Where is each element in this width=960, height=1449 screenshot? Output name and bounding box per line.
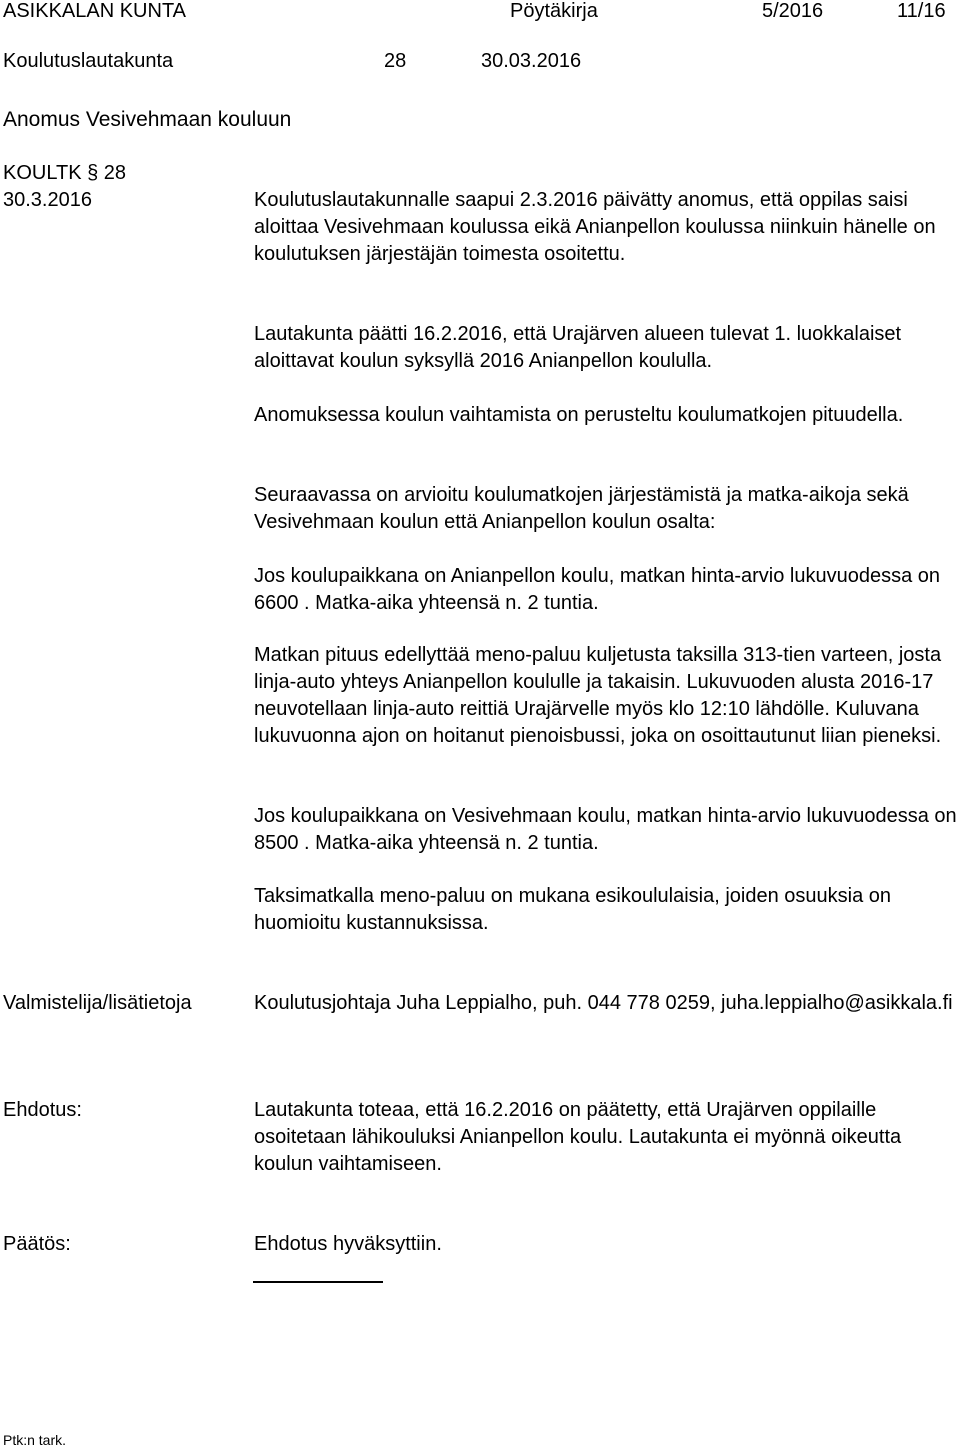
document-number: 5/2016	[762, 0, 824, 22]
section-number: 28	[384, 50, 407, 72]
page-number: 11/16	[897, 0, 946, 22]
municipality-name: ASIKKALAN KUNTA	[3, 0, 187, 22]
preparer-label: Valmistelija/lisätietoja	[3, 992, 192, 1014]
proposal-label: Ehdotus:	[3, 1099, 82, 1121]
committee-name: Koulutuslautakunta	[3, 50, 174, 72]
footer-initials-label: Ptk:n tark.	[3, 1432, 67, 1448]
paragraph-assessment-intro: Seuraavassa on arvioitu koulumatkojen järjestämistä ja matka-aikoja sekä Vesivehmaan koulun että Anianpellon koulun osalta:	[254, 484, 909, 533]
signature-line	[253, 1281, 383, 1283]
decision-text: Ehdotus hyväksyttiin.	[254, 1233, 442, 1255]
preparer-info: Koulutusjohtaja Juha Leppialho, puh. 044 778 0259, juha.leppialho@asikkala.fi	[254, 992, 953, 1014]
paragraph-application: Koulutuslautakunnalle saapui 2.3.2016 päivätty anomus, että oppilas saisi aloittaa Vesivehmaan koulussa eikä Anianpellon koulussa niinkuin hänelle on koulutuksen järjestäjän toimesta osoitettu.	[254, 189, 936, 265]
reference-date: 30.3.2016	[3, 189, 92, 211]
decision-label: Päätös:	[3, 1233, 71, 1255]
proposal-text: Lautakunta toteaa, että 16.2.2016 on päätetty, että Urajärven oppilaille osoitetaan lähikouluksi Anianpellon koulu. Lautakunta ei myönnä oikeutta koulun vaihtamiseen.	[254, 1099, 902, 1175]
document-type: Pöytäkirja	[510, 0, 598, 22]
paragraph-anianpelto-cost: Jos koulupaikkana on Anianpellon koulu, matkan hinta-arvio lukuvuodessa on 6600 . Matka-aika yhteensä n. 2 tuntia.	[254, 565, 941, 614]
page-title: Anomus Vesivehmaan kouluun	[3, 108, 292, 131]
paragraph-justification: Anomuksessa koulun vaihtamista on perusteltu koulumatkojen pituudella.	[254, 404, 904, 426]
section-reference: KOULTK § 28	[3, 162, 127, 184]
paragraph-taxi-note: Taksimatkalla meno-paluu on mukana esikoululaisia, joiden osuuksia on huomioitu kustannuksissa.	[254, 885, 892, 934]
paragraph-transport-details: Matkan pituus edellyttää meno-paluu kuljetusta taksilla 313-tien varteen, josta linja-auto yhteys Anianpellon koululle ja takaisin. Lukuvuoden alusta 2016-17 neuvotellaan linja-auto reittiä Urajärvelle myös klo 12:10 lähdölle. Kuluvana lukuvuonna ajon on hoitanut pienoisbussi, joka on osoittautunut liian pieneksi.	[254, 644, 942, 747]
paragraph-previous-decision: Lautakunta päätti 16.2.2016, että Urajärven alueen tulevat 1. luokkalaiset aloittavat koulun syksyllä 2016 Anianpellon koululla.	[254, 323, 902, 372]
meeting-date: 30.03.2016	[481, 50, 582, 72]
paragraph-vesivehmaa-cost: Jos koulupaikkana on Vesivehmaan koulu, matkan hinta-arvio lukuvuodessa on 8500 . Matka-aika yhteensä n. 2 tuntia.	[254, 805, 957, 854]
